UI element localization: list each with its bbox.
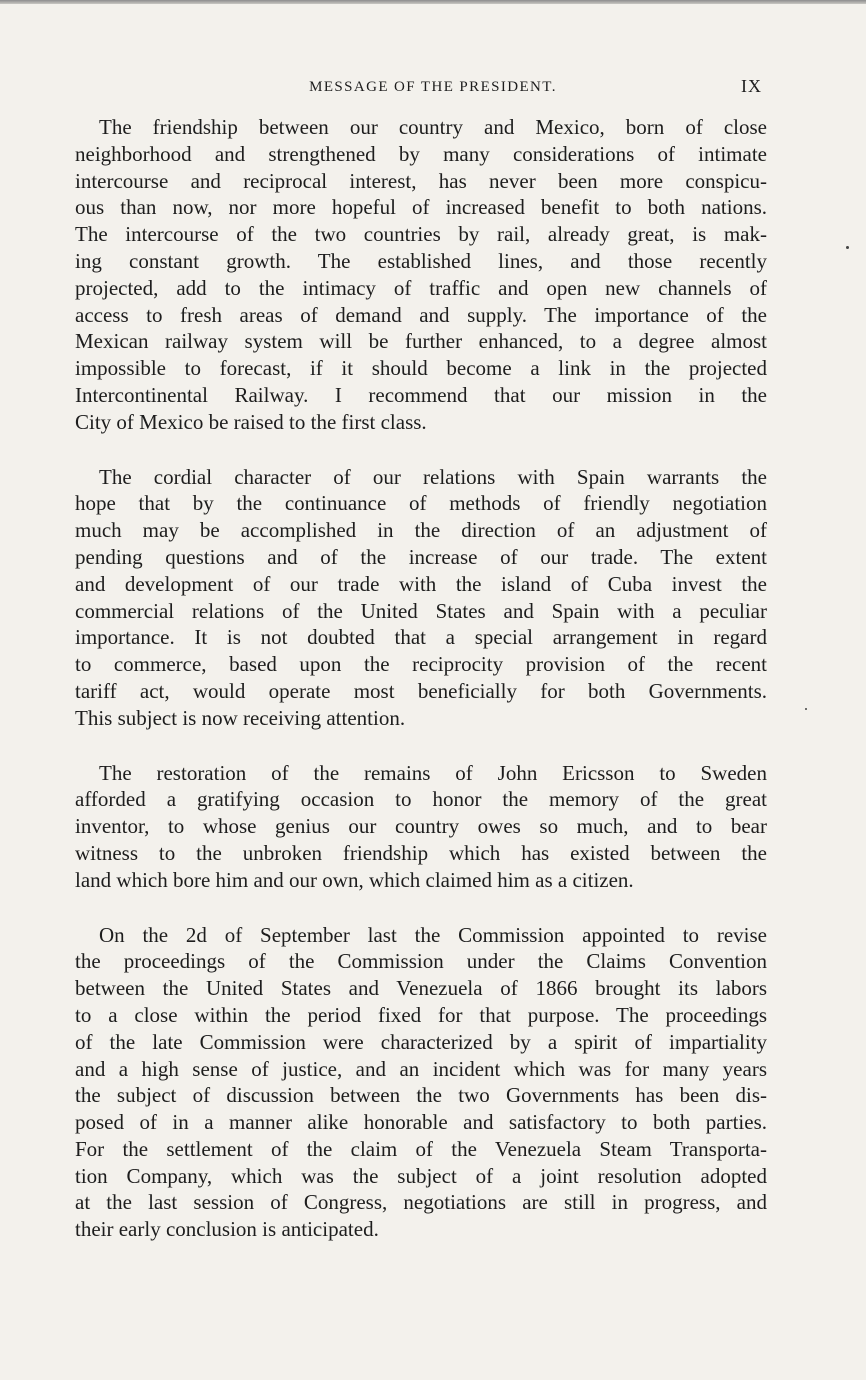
text-line: at the last session of Congress, negotiations are still in progress, and xyxy=(75,1190,767,1215)
text-line: witness to the unbroken friendship which has existed between the xyxy=(75,840,767,865)
text-line: of the late Commission were characterized by a spirit of impartiality xyxy=(75,1029,767,1054)
text-line: to commerce, based upon the reciprocity provision of the recent xyxy=(75,652,767,677)
running-header xyxy=(0,77,866,99)
text-line: their early conclusion is anticipated. xyxy=(75,1217,379,1242)
text-line: hope that by the continuance of methods of friendly negotiation xyxy=(75,491,767,516)
text-line: afforded a gratifying occasion to honor the memory of the great xyxy=(75,787,767,812)
text-line: The restoration of the remains of John Ericsson to Sweden xyxy=(99,760,767,785)
text-line: tariff act, would operate most beneficially for both Governments. xyxy=(75,678,767,703)
text-line: For the settlement of the claim of the Venezuela Steam Transporta- xyxy=(75,1136,767,1161)
text-line: This subject is now receiving attention. xyxy=(75,705,406,730)
paragraph-spain xyxy=(75,464,767,732)
text-line: The friendship between our country and Mexico, born of close xyxy=(99,115,767,139)
text-line: and a high sense of justice, and an incident which was for many years xyxy=(75,1056,767,1081)
text-line: much may be accomplished in the direction of an adjustment of xyxy=(75,518,767,543)
text-line: neighborhood and strengthened by many considerations of intimate xyxy=(75,141,767,166)
header-title: MESSAGE OF THE PRESIDENT. xyxy=(309,79,557,95)
text-line: access to fresh areas of demand and supply. The importance of the xyxy=(75,302,767,327)
text-line: Intercontinental Railway. I recommend that our mission in the xyxy=(75,382,767,407)
text-line: City of Mexico be raised to the first class. xyxy=(75,409,427,434)
text-line: commercial relations of the United States and Spain with a peculiar xyxy=(75,598,767,623)
text-line: land which bore him and our own, which claimed him as a citizen. xyxy=(75,867,634,892)
text-line: ing constant growth. The established lines, and those recently xyxy=(75,248,767,273)
text-line: inventor, to whose genius our country owes so much, and to bear xyxy=(75,814,767,839)
text-line: between the United States and Venezuela of 1866 brought its labors xyxy=(75,976,767,1001)
page-number: IX xyxy=(741,76,762,96)
paragraph-mexico xyxy=(75,114,767,436)
text-line: and development of our trade with the island of Cuba invest the xyxy=(75,571,767,596)
paragraph-ericsson xyxy=(75,760,767,894)
text-line: intercourse and reciprocal interest, has never been more conspicu- xyxy=(75,168,767,193)
text-line: impossible to forecast, if it should become a link in the projected xyxy=(75,356,767,381)
text-line: Mexican railway system will be further enhanced, to a degree almost xyxy=(75,329,767,354)
text-line: posed of in a manner alike honorable and satisfactory to both parties. xyxy=(75,1110,767,1135)
paragraph-venezuela xyxy=(75,922,767,1244)
text-line: tion Company, which was the subject of a joint resolution adopted xyxy=(75,1163,767,1188)
text-line: the proceedings of the Commission under the Claims Convention xyxy=(75,949,767,974)
text-line: importance. It is not doubted that a special arrangement in regard xyxy=(75,625,767,650)
text-line: projected, add to the intimacy of traffic and open new channels of xyxy=(75,275,767,300)
text-line: The cordial character of our relations with Spain warrants the xyxy=(99,464,767,489)
text-line: to a close within the period fixed for that purpose. The proceedings xyxy=(75,1002,767,1027)
paper-speck xyxy=(846,246,849,249)
text-line: ous than now, nor more hopeful of increased benefit to both nations. xyxy=(75,195,767,220)
text-line: The intercourse of the two countries by rail, already great, is mak- xyxy=(75,222,767,247)
paper-speck xyxy=(805,708,807,710)
page-top-edge xyxy=(0,0,866,4)
text-line: the subject of discussion between the two Governments has been dis- xyxy=(75,1083,767,1108)
text-line: On the 2d of September last the Commission appointed to revise xyxy=(99,922,767,947)
body-text xyxy=(75,114,767,1243)
text-line: pending questions and of the increase of our trade. The extent xyxy=(75,544,767,569)
